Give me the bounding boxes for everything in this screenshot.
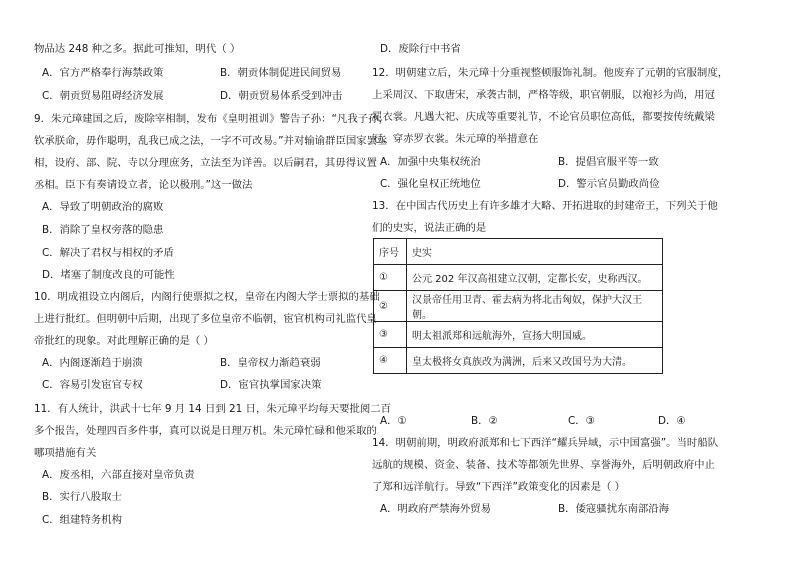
row-number: ③ (374, 322, 407, 348)
q12-option-a[interactable]: A．加强中央集权统治 (380, 156, 481, 168)
q10-option-d[interactable]: D．宦官执掌国家决策 (220, 379, 322, 391)
q10-stem-line: 帝批红的现象。对此理解正确的是（ ） (34, 335, 214, 347)
q10-stem-line: 10．明成祖设立内阁后，内阁行使票拟之权，皇帝在内阁大学士票拟的基础 (34, 291, 380, 303)
q10-option-a[interactable]: A．内阁逐渐趋于崩溃 (42, 357, 143, 369)
q11-option-a[interactable]: A．废丞相，六部直接对皇帝负责 (42, 469, 195, 481)
q12-stem-line: 12．明朝建立后，朱元璋十分重视整顿服饰礼制。他废弃了元朝的官服制度， (372, 67, 729, 79)
q8-option-a[interactable]: A．官方严格奉行海禁政策 (42, 67, 164, 79)
q13-option-d[interactable]: D．④ (658, 415, 686, 427)
table-header-number: 序号 (374, 239, 407, 265)
q10-option-b[interactable]: B．皇帝权力渐趋衰弱 (220, 357, 321, 369)
q13-stem-line: 13．在中国古代历史上有许多雄才大略、开拓进取的封建帝王，下列关于他 (372, 200, 718, 212)
history-facts-table (373, 238, 663, 374)
q12-stem-line: 冕衣裳。凡遇大祀、庆成等重要礼节，不论官员职位高低，都要按传统戴梁 (372, 111, 715, 123)
table-row (374, 322, 663, 348)
q11-stem-line: 11．有人统计，洪武十七年 9 月 14 日到 21 日，朱元璋平均每天要批阅二百 (34, 403, 392, 415)
q13-option-a[interactable]: A．① (380, 415, 407, 427)
q12-option-c[interactable]: C．强化皇权正统地位 (380, 178, 481, 190)
q13-option-b[interactable]: B．② (471, 415, 498, 427)
q12-stem-line: 上采周汉、下取唐宋，承袭古制，严格等级，职官朝服，以袍衫为尚，用冠 (372, 89, 715, 101)
row-number: ① (374, 265, 407, 291)
q12-option-d[interactable]: D．警示官员勤政尚俭 (558, 178, 660, 190)
table-row (374, 348, 663, 374)
q9-stem-line: 相，设府、部、院、寺以分理庶务，立法至为详善。以后嗣君，其毋得议置 (34, 157, 377, 169)
table-header-row (374, 239, 663, 265)
q10-stem-line: 上进行批红。但明朝中后期，出现了多位皇帝不临朝，宦官机构司礼监代皇 (34, 313, 377, 325)
q11-stem-line: 哪项措施有关 (34, 447, 97, 459)
q8-option-d[interactable]: D．朝贡贸易体系受到冲击 (220, 90, 343, 102)
row-number: ④ (374, 348, 407, 374)
row-number: ② (374, 291, 407, 322)
table-row (374, 291, 663, 322)
q9-option-a[interactable]: A．导致了明朝政治的腐败 (42, 201, 164, 213)
q10-option-c[interactable]: C．容易引发宦官专权 (42, 379, 143, 391)
q12-option-b[interactable]: B．提倡官服平等一致 (558, 156, 659, 168)
q13-option-c[interactable]: C．③ (568, 415, 595, 427)
q14-stem-line: 14．明朝前期，明政府派郑和七下西洋“耀兵异域，示中国富强”。当时船队 (372, 437, 719, 449)
right-column (372, 0, 729, 561)
q8-stem-tail: 物品达 248 种之多。据此可推知，明代（ ） (34, 43, 241, 55)
q8-option-b[interactable]: B．朝贡体制促进民间贸易 (220, 67, 342, 79)
q9-stem-line: 钦承朕命，毋作聪明，乱我已成之法，一字不可改易。”并对输谕群臣国家罢丞 (34, 135, 388, 147)
q11-option-b[interactable]: B．实行八股取士 (42, 491, 122, 503)
q11-option-c[interactable]: C．组建特务机构 (42, 514, 122, 526)
q9-option-b[interactable]: B．消除了皇权旁落的隐患 (42, 224, 164, 236)
q14-stem-line: 远航的规模、资金、装备、技术等都领先世界、享誉海外，后明朝政府中止 (372, 459, 715, 471)
q11-option-d[interactable]: D．废除行中书省 (380, 43, 461, 55)
row-fact: 明太祖派郑和远航海外，宣扬大明国威。 (407, 322, 663, 348)
q9-stem-line: 9．朱元璋建国之后，废除宰相制，发布《皇明祖训》警告子孙：“凡我子孙， (34, 113, 389, 125)
row-fact: 皇太极将女真族改为满洲，后来又改国号为大清。 (407, 348, 663, 374)
q12-stem-line: 冠，穿赤罗衣裳。朱元璋的举措意在 (372, 133, 539, 145)
table-row (374, 265, 663, 291)
q9-option-d[interactable]: D．堵塞了制度改良的可能性 (42, 269, 175, 281)
q13-stem-line: 们的史实，说法正确的是 (372, 222, 487, 234)
q9-option-c[interactable]: C．解决了君权与相权的矛盾 (42, 247, 174, 259)
q14-stem-line: 了郑和远洋航行。导致“下西洋”政策变化的因素是（ ） (372, 481, 626, 493)
q14-option-a[interactable]: A．明政府严禁海外贸易 (380, 503, 492, 515)
q11-stem-line: 多个报告，处理四百多件事，真可以说是日理万机。朱元璋忙碌和他采取的 (34, 425, 377, 437)
row-fact: 汉景帝任用卫青、霍去病为将北击匈奴，保护大汉王朝。 (407, 291, 663, 322)
table-header-facts: 史实 (407, 239, 663, 265)
row-fact: 公元 202 年汉高祖建立汉朝，定都长安，史称西汉。 (407, 265, 663, 291)
q8-option-c[interactable]: C．朝贡贸易阻碍经济发展 (42, 90, 164, 102)
q9-stem-line: 丞相。臣下有奏请设立者，论以极刑。”这一做法 (34, 179, 253, 191)
q14-option-b[interactable]: B．倭寇骚扰东南部沿海 (558, 503, 670, 515)
